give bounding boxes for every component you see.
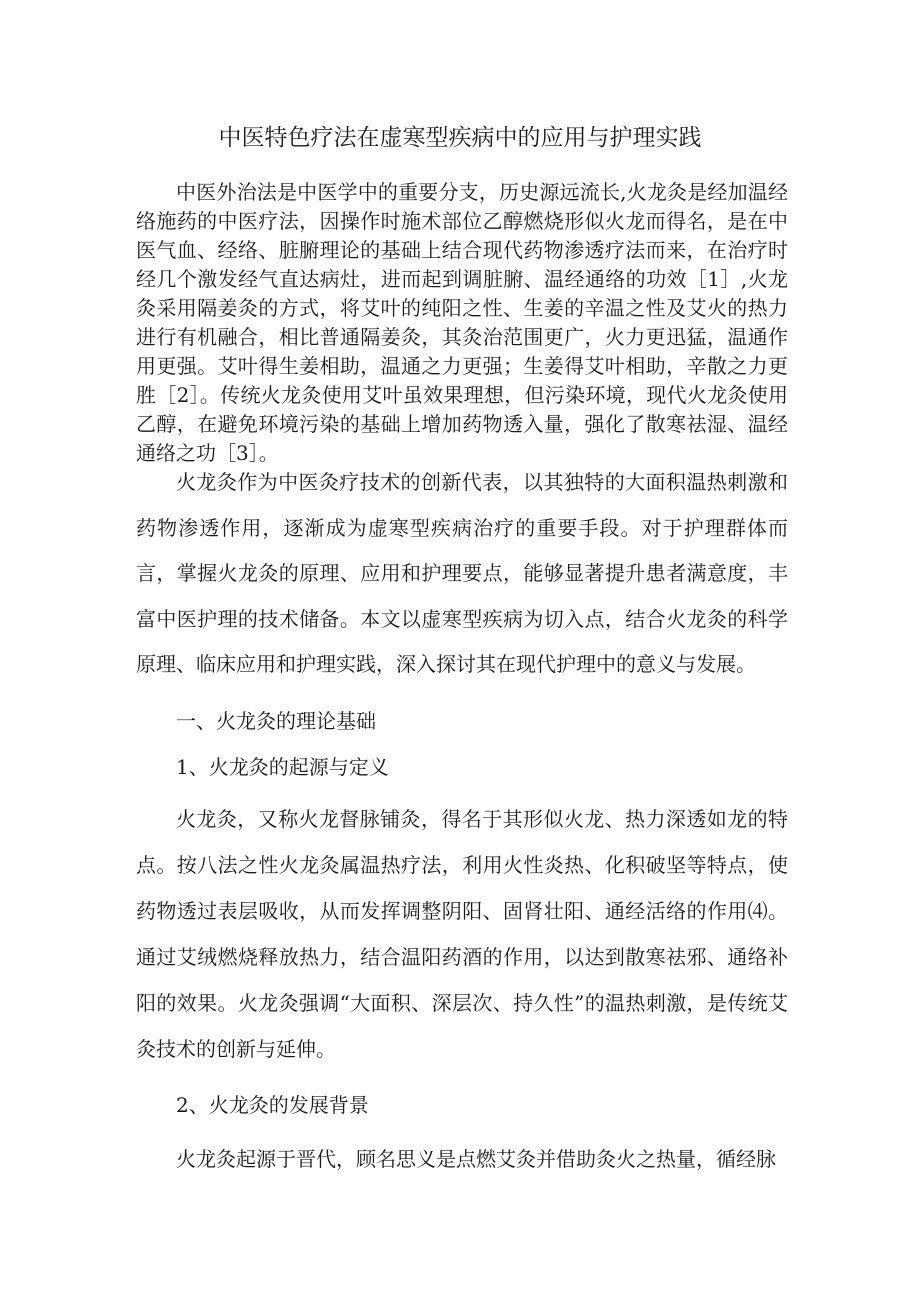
paragraph-overview: 火龙灸作为中医灸疗技术的创新代表，以其独特的大面积温热刺激和药物渗透作用，逐渐成为虚寒型疾病治疗的重要手段。对于护理群体而言，掌握火龙灸的原理、应用和护理要点，能够显著提升患者满意度，丰富中医护理的技术储备。本文以虚寒型疾病为切入点，结合火龙灸的科学原理、临床应用和护理实践，深入探讨其在现代护理中的意义与发展。 (136, 470, 788, 676)
subsection-heading-background: 2、火龙灸的发展背景 (176, 1093, 369, 1117)
paragraph-background: 火龙灸起源于晋代，顾名思义是点燃艾灸并借助灸火之热量，循经脉 (176, 1147, 776, 1171)
subsection-heading-origin: 1、火龙灸的起源与定义 (176, 755, 389, 779)
paragraph-intro: 中医外治法是中医学中的重要分支，历史源远流长,火龙灸是经加温经络施药的中医疗法，因操作时施术部位乙醇燃烧形似火龙而得名，是在中医气血、经络、脏腑理论的基础上结合现代药物渗透疗法而来，在治疗时经几个激发经气直达病灶，进而起到调脏腑、温经通络的功效［1］,火龙灸采用隔姜灸的方式，将艾叶的纯阳之性、生姜的辛温之性及艾火的热力进行有机融合，相比普通隔姜灸，其灸治范围更广，火力更迅猛，温通作用更强。艾叶得生姜相助，温通之力更强；生姜得艾叶相助，辛散之力更胜［2］。传统火龙灸使用艾叶虽效果理想，但污染环境，现代火龙灸使用乙醇，在避免环境污染的基础上增加药物透入量，强化了散寒祛湿、温经通络之功［3］。 (136, 180, 788, 465)
section-heading-theory: 一、火龙灸的理论基础 (176, 709, 376, 733)
paragraph-origin: 火龙灸，又称火龙督脉铺灸，得名于其形似火龙、热力深透如龙的特点。按八法之性火龙灸属温热疗法，利用火性炎热、化积破坚等特点，使药物透过表层吸收，从而发挥调整阴阳、固肾壮阳、通经活络的作用⑷。通过艾绒燃烧释放热力，结合温阳药酒的作用，以达到散寒祛邪、通络补阳的效果。火龙灸强调“大面积、深层次、持久性”的温热刺激，是传统艾灸技术的创新与延伸。 (136, 807, 788, 1061)
document-title: 中医特色疗法在虚寒型疾病中的应用与护理实践 (218, 125, 702, 151)
